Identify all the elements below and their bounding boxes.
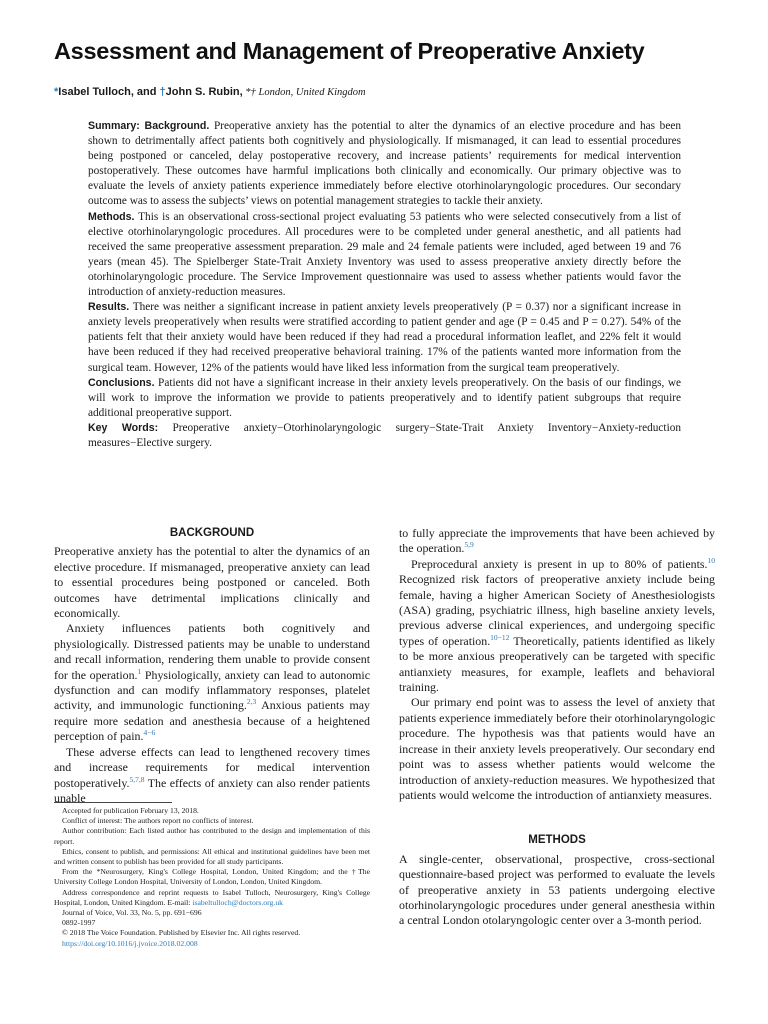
body-text: The effects of anxiety can also render patients unable: [54, 775, 370, 805]
body-text: to fully appreciate the improvements that have been achieved by the operation.: [399, 526, 715, 556]
abstract-background-text: Preoperative anxiety has the potential to alter the dynamics of an elective procedure and has been shown to detrimentally affect patients both cognitively and physiologically. If mismanaged, it can lead to essential procedures being postponed or canceled, delay postoperative recovery, and increase patients’ requirements for medical intervention postoperatively. These outcomes have harmful implications both clinically and economically. Our primary objective was to evaluate the levels of anxiety patients experience immediately before elective otorhinolaryngologic procedures. Our secondary outcome was to assess the subjects’ views on potential management strategies to tackle their anxiety.: [88, 120, 681, 208]
citation-link[interactable]: 1: [137, 666, 142, 676]
keywords-label: Key Words:: [88, 421, 159, 434]
body-text: Anxiety influences patients both cognitively and physiologically. Distressed patients may be unable to understand and recall information, rendering them unable to provide consent for the operation.: [54, 621, 370, 682]
citation-link[interactable]: 10: [707, 555, 715, 565]
author-location: London, United Kingdom: [258, 87, 366, 98]
body-paragraph: [54, 621, 370, 744]
doi-link[interactable]: https://doi.org/10.1016/j.jvoice.2018.02.008: [62, 938, 198, 948]
footnote: Accepted for publication February 13, 2018.: [62, 806, 199, 815]
affiliation-marks: *†: [242, 87, 256, 98]
article-title: Assessment and Management of Preoperative Anxiety: [54, 38, 645, 64]
conclusions-label: Conclusions.: [88, 376, 155, 389]
issn: 0892-1997: [62, 918, 96, 928]
author-2: John S. Rubin,: [165, 86, 243, 98]
keywords-text: Preoperative anxiety−Otorhinolaryngologic surgery−State-Trait Anxiety Inventory−Anxiety-reduction measures−Elective surgery.: [88, 421, 682, 449]
abstract-conclusions-text: Patients did not have a significant increase in their anxiety levels preoperatively. On the basis of our findings, we will work to improve the information we provide to patients preoperatively and to identify patient subgroups that require additional preoperative support.: [88, 376, 681, 419]
right-column: [399, 526, 715, 929]
abstract-keywords: [88, 421, 681, 451]
body-text: Preprocedural anxiety is present in up to 80% of patients.: [411, 556, 708, 571]
citation-link[interactable]: 5,7,8: [129, 774, 145, 784]
body-paragraph: A single-center, observational, prospective, cross-sectional questionnaire-based project was performed to evaluate the levels of preoperative anxiety in 53 patients undergoing elective otorhinolaryngologic procedures under general anesthesia within a central London otolaryngologic center over a 3-month period.: [399, 851, 715, 928]
abstract-methods: [88, 210, 681, 301]
author-mark-2: †: [159, 86, 166, 98]
footnote-text: Address correspondence and reprint requests to Isabel Tulloch, Neurosurgery, King's College Hospital, London, United Kingdom. E-mail:: [54, 887, 370, 907]
body-paragraph: Preoperative anxiety has the potential to alter the dynamics of an elective procedure. If mismanaged, preoperative anxiety can lead to essential procedures being postponed or canceled. Both outcomes have detrimental implications clinically and economically.: [54, 544, 370, 621]
citation-link[interactable]: 10−12: [490, 632, 510, 642]
abstract-results: [88, 300, 681, 375]
footnote: Author contribution: Each listed author has contributed to the design and implementation of this report.: [54, 826, 370, 846]
email-link[interactable]: isabeltulloch@doctors.org.uk: [192, 897, 284, 907]
copyright-notice: © 2018 The Voice Foundation. Published by Elsevier Inc. All rights reserved.: [62, 928, 301, 938]
body-paragraph: Our primary end point was to assess the level of anxiety that patients experience immediately before their otorhinolaryngologic procedure. The hypothesis was that patients would have an increase in their anxiety levels preoperatively. Our secondary end point was to assess whether patients would welcome the introduction of anxiety-reduction measures. We hypothesized that patients would welcome the introduction of antianxiety measures.: [399, 695, 715, 802]
footnote: Ethics, consent to publish, and permissions: All ethical and institutional guidelines have been met and written consent to publish has been provided for all study participants.: [54, 846, 370, 867]
abstract-results-text: There was neither a significant increase in patient anxiety levels preoperatively (P = 0.37) nor a significant increase in anxiety levels preoperatively when results were stratified according to patient gender and age (P = 0.45 and P = 0.27). 54% of the patients felt that their anxiety would have been reduced if they had read a procedural information leaflet, and 22% felt it would have been reduced if they had received preoperative behavioral training. 17% of the patients wanted more information from the surgical team. However, 12% of the patients would have liked less information from the surgical team preoperatively.: [88, 301, 681, 374]
left-column: [54, 526, 370, 806]
citation-link[interactable]: 2,3: [246, 697, 257, 707]
body-text: Physiologically, anxiety can lead to autonomic dysfunction and can modify inflammatory responses, platelet activity, and immunologic functioning.: [54, 667, 370, 713]
footnote-divider: [54, 802, 172, 803]
body-text: These adverse effects can lead to lengthened recovery times and increase requirements for medical intervention postoperatively.: [54, 744, 370, 790]
footnote: [54, 888, 370, 908]
footnote: From the *Neurosurgery, King's College Hospital, London, United Kingdom; and the †The University College London Hospital, University of London, London, United Kingdom.: [54, 867, 370, 887]
citation-link[interactable]: 4−6: [143, 728, 156, 738]
methods-label: Methods.: [88, 210, 135, 223]
background-heading: BACKGROUND: [169, 527, 255, 539]
body-paragraph: [399, 557, 715, 696]
abstract-background: [88, 119, 681, 210]
body-paragraph: [399, 526, 715, 557]
body-text: Anxious patients may require more sedation and anesthesia because of a heightened perception of pain.: [54, 698, 370, 744]
journal-citation: Journal of Voice, Vol. 33, No. 5, pp. 691−696: [62, 908, 202, 918]
author-1: Isabel Tulloch, and: [58, 86, 160, 98]
abstract-conclusions: [88, 376, 681, 421]
body-text: Theoretically, patients identified as likely to be more anxious preoperatively can be targeted with specific antianxiety measures, for example, leaflets and behavioral training.: [399, 633, 716, 695]
methods-heading: METHODS: [528, 834, 586, 847]
results-label: Results.: [88, 301, 130, 314]
author-mark-1: *: [54, 86, 59, 98]
body-paragraph: [54, 745, 370, 807]
footnote: Conflict of interest: The authors report no conflicts of interest.: [62, 816, 254, 826]
abstract: [88, 119, 681, 451]
abstract-methods-text: This is an observational cross-sectional project evaluating 53 patients who were selected consecutively from a list of elective otorhinolaryngologic procedures. All procedures were to be completed under general anesthetic, and all patients had received the same preoperative assessment preparation. 29 male and 24 female patients were included, aged between 19 and 76 years (mean 45). The Spielberger State-Trait Anxiety Inventory was used to assess preoperative anxiety directly before the otorhinolaryngologic procedure. The Service Improvement questionnaire was used to assess whether patients would favor the introduction of anxiety-reduction measures.: [88, 210, 681, 299]
author-line: [54, 86, 734, 98]
summary-label: Summary: Background.: [88, 120, 210, 132]
footnotes: [54, 806, 370, 949]
body-text: Recognized risk factors of preoperative anxiety include being female, having a higher American Society of Anesthesiologists (ASA) grading, psychiatric illness, high baseline anxiety levels, previous adverse clinical experiences, and undergoing specific types of operation.: [399, 572, 715, 648]
citation-link[interactable]: 5,9: [464, 540, 474, 550]
